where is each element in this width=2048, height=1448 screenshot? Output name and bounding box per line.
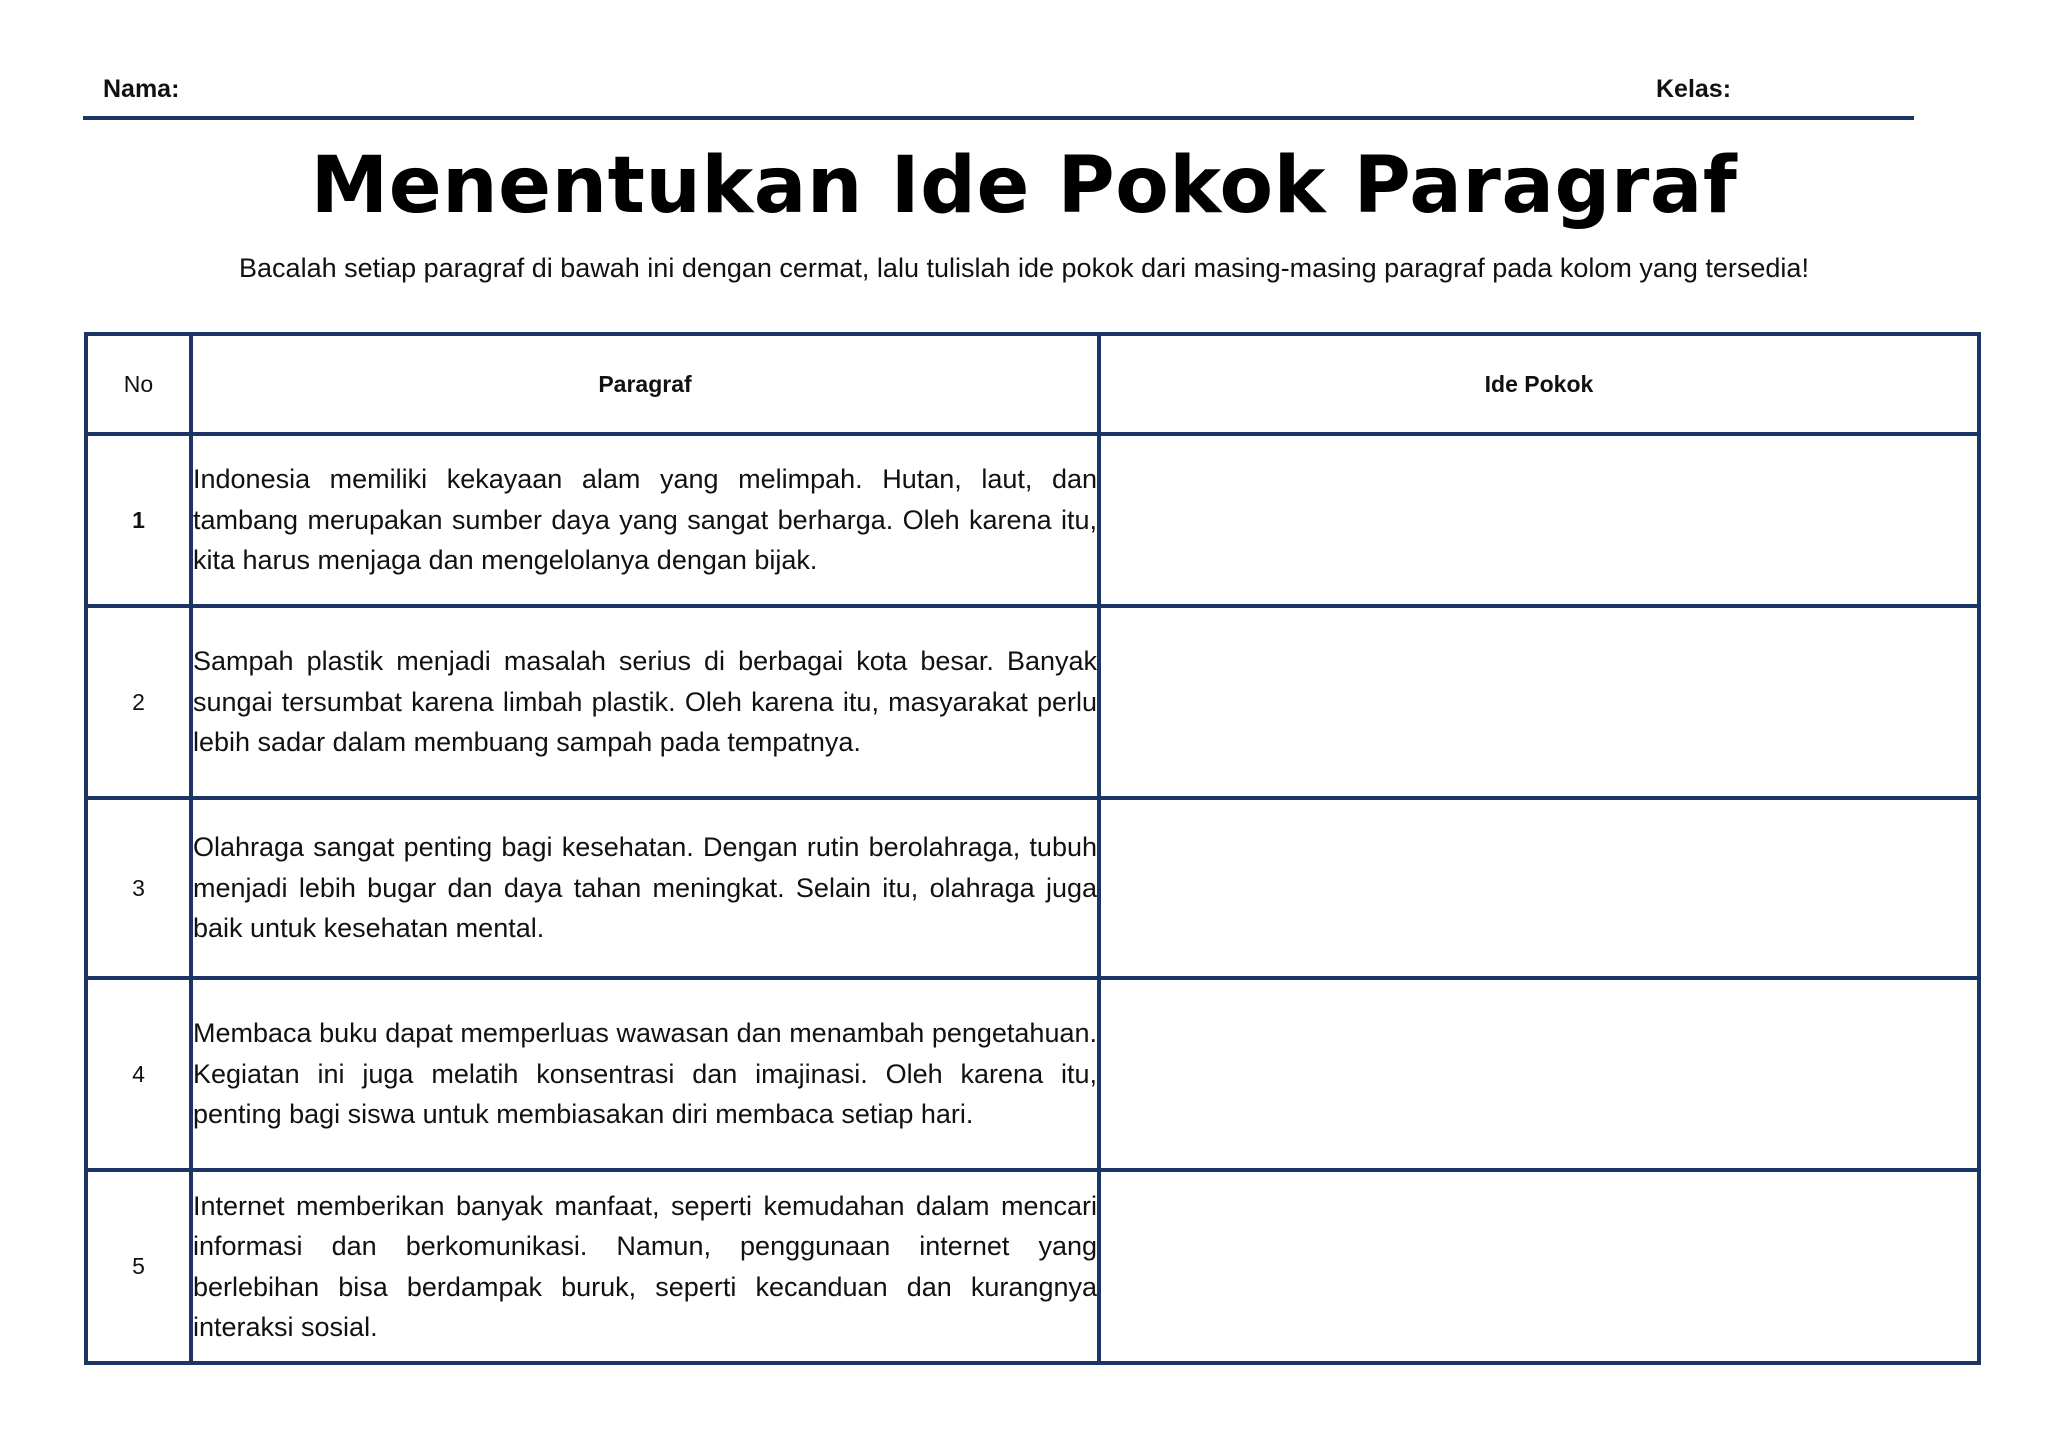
instruction-text: Bacalah setiap paragraf di bawah ini dengan cermat, lalu tulislah ide pokok dari masing-masing paragraf pada kolom yang tersedia! [239,253,1809,283]
header-divider [83,116,1914,120]
row-number: 5 [86,1170,191,1363]
class-label: Kelas: [1656,75,1732,103]
paragraph-table [84,332,1981,1365]
table-row [86,434,1979,606]
table-header-row [86,334,1979,434]
main-idea-answer-cell[interactable] [1099,798,1979,978]
column-header-paragraph: Paragraf [191,334,1099,434]
row-number: 1 [86,434,191,606]
table-row [86,978,1979,1170]
main-idea-answer-cell[interactable] [1099,606,1979,798]
main-idea-answer-cell[interactable] [1099,978,1979,1170]
main-idea-answer-cell[interactable] [1099,434,1979,606]
main-idea-answer-cell[interactable] [1099,1170,1979,1363]
table-row [86,798,1979,978]
row-number: 4 [86,978,191,1170]
paragraph-text: Membaca buku dapat memperluas wawasan dan menambah pengetahuan. Kegiatan ini juga melatih konsentrasi dan imajinasi. Oleh karena itu, penting bagi siswa untuk membiasakan diri membaca setiap hari. [191,978,1099,1170]
row-number: 3 [86,798,191,978]
page-title: Menentukan Ide Pokok Paragraf [310,141,1738,231]
paragraph-text: Indonesia memiliki kekayaan alam yang melimpah. Hutan, laut, dan tambang merupakan sumber daya yang sangat berharga. Oleh karena itu, kita harus menjaga dan mengelolanya dengan bijak. [191,434,1099,606]
student-info-header [103,72,1743,106]
table-row [86,606,1979,798]
paragraph-text: Sampah plastik menjadi masalah serius di berbagai kota besar. Banyak sungai tersumbat karena limbah plastik. Oleh karena itu, masyarakat perlu lebih sadar dalam membuang sampah pada tempatnya. [191,606,1099,798]
row-number: 2 [86,606,191,798]
table-row [86,1170,1979,1363]
column-header-main-idea: Ide Pokok [1099,334,1979,434]
name-label: Nama: [103,75,180,103]
paragraph-text: Internet memberikan banyak manfaat, seperti kemudahan dalam mencari informasi dan berkomunikasi. Namun, penggunaan internet yang berlebihan bisa berdampak buruk, seperti kecanduan dan kurangnya interaksi sosial. [191,1170,1099,1363]
column-header-no: No [86,334,191,434]
paragraph-text: Olahraga sangat penting bagi kesehatan. Dengan rutin berolahraga, tubuh menjadi lebih bugar dan daya tahan meningkat. Selain itu, olahraga juga baik untuk kesehatan mental. [191,798,1099,978]
